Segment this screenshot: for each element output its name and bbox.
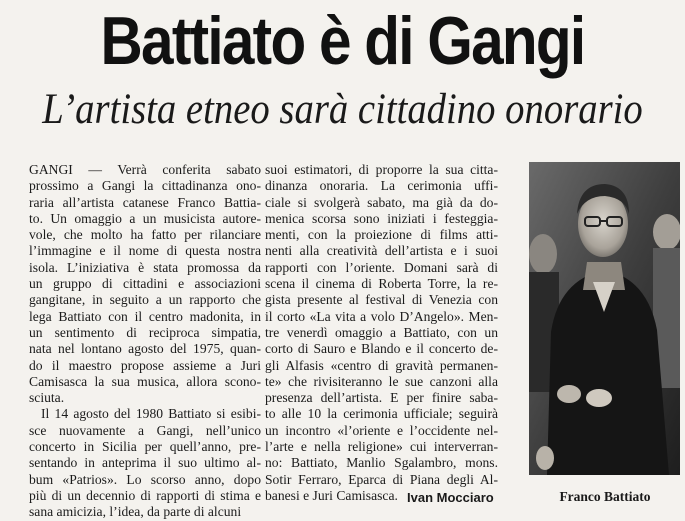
text-line: banesi e Juri Camisasca.	[265, 487, 398, 503]
text-line: to. Un omaggio a un musicista autore-	[29, 210, 261, 226]
text-line: lega Battiato con il centro madonita, in	[29, 308, 261, 324]
text-line: il corto «La vita a volo D’Angelo». Men-	[265, 308, 498, 324]
text-line: suoi estimatori, di proporre la sua citta-	[265, 162, 498, 177]
text-line: corto di Sauro e Blando e il concerto de-	[265, 341, 498, 357]
text-line: sce nuovamente a Gangi, nell’unico	[29, 422, 261, 438]
text-line: gangitane, in seguito a un rapporto che	[29, 292, 261, 308]
text-line: vole, che molto ha fatto per rilanciare	[29, 227, 261, 243]
text-line: nenti alla creatività dell’artista e i suoi	[265, 243, 498, 259]
text-line: sciuta.	[29, 390, 65, 406]
portrait-photo	[529, 162, 680, 475]
text-line: te» che rivisiteranno le sue canzoni alla	[265, 373, 498, 389]
text-line: isola. L’iniziativa è stata promossa da	[29, 259, 261, 275]
byline: Ivan Mocciaro	[407, 490, 494, 505]
text-line: gli Alfasis «centro di gravità permanen-	[265, 357, 498, 373]
text-line: un sentimento di reciproca simpatia,	[29, 324, 261, 340]
text-line: menti, con la proiezione di films atti-	[265, 227, 498, 243]
text-line: tre venerdì omaggio a Battiato, con un	[265, 324, 498, 340]
text-line: l’immagine e il nome di questa nostra	[29, 243, 261, 259]
headline: Battiato è di Gangi	[100, 3, 585, 79]
article-column-1	[29, 162, 261, 521]
text-line: ciale si svolgerà sabato, ma già da do-	[265, 194, 498, 210]
text-line: Sotir Ferraro, Eparca di Piana degli Al-	[265, 471, 498, 487]
text-line: gista presente al festival di Venezia con	[265, 292, 498, 308]
text-line: un gruppo di cittadini e associazioni	[29, 276, 261, 292]
text-line: Il 14 agosto del 1980 Battiato si esibi-	[41, 406, 261, 422]
text-line: concerto in Sicilia per quell’anno, pre-	[29, 439, 261, 455]
text-line: do il maestro propose assieme a Juri	[29, 357, 261, 373]
text-line: un incontro «l’oriente e l’occidente nel-	[265, 422, 498, 438]
photo-caption: Franco Battiato	[559, 489, 651, 504]
text-line: più di un decennio di rapporti di stima e	[29, 487, 261, 503]
text-line: to alle 10 la cerimonia ufficiale; seguirà	[265, 406, 498, 422]
text-line: raria all’artista catanese Franco Battia-	[29, 194, 261, 210]
text-line: dinanza onoraria. La cerimonia uffi-	[265, 178, 498, 194]
subheadline: L’artista etneo sarà cittadino onorario	[42, 86, 643, 133]
text-line: Camisasca la sua musica, allora scono-	[29, 373, 261, 389]
text-line: scena il cinema di Roberta Torre, la re-	[265, 276, 498, 292]
text-line: presenza dell’artista. E per finire saba-	[265, 390, 498, 406]
article-column-2	[265, 162, 498, 504]
text-line: l’arte e nella religione» cui interverran-	[265, 439, 498, 455]
text-line: nata nel lontano agosto del 1975, quan-	[29, 341, 261, 357]
text-line: no: Battiato, Manlio Sgalambro, mons.	[265, 455, 498, 471]
text-line: sentando in anteprima il suo ultimo al-	[29, 455, 261, 471]
text-line: sana amicizia, l’idea, da parte di alcuni	[29, 504, 242, 520]
text-line: rapporti con l’oriente. Domani sarà di	[265, 259, 498, 275]
text-line: bum «Patrios». Lo scorso anno, dopo	[29, 471, 261, 487]
text-line: menica scorsa sono iniziati i festeggia-	[265, 210, 498, 226]
text-line: GANGI — Verrà conferita sabato	[29, 162, 261, 177]
text-line: prossimo a Gangi la cittadinanza ono-	[29, 178, 261, 194]
